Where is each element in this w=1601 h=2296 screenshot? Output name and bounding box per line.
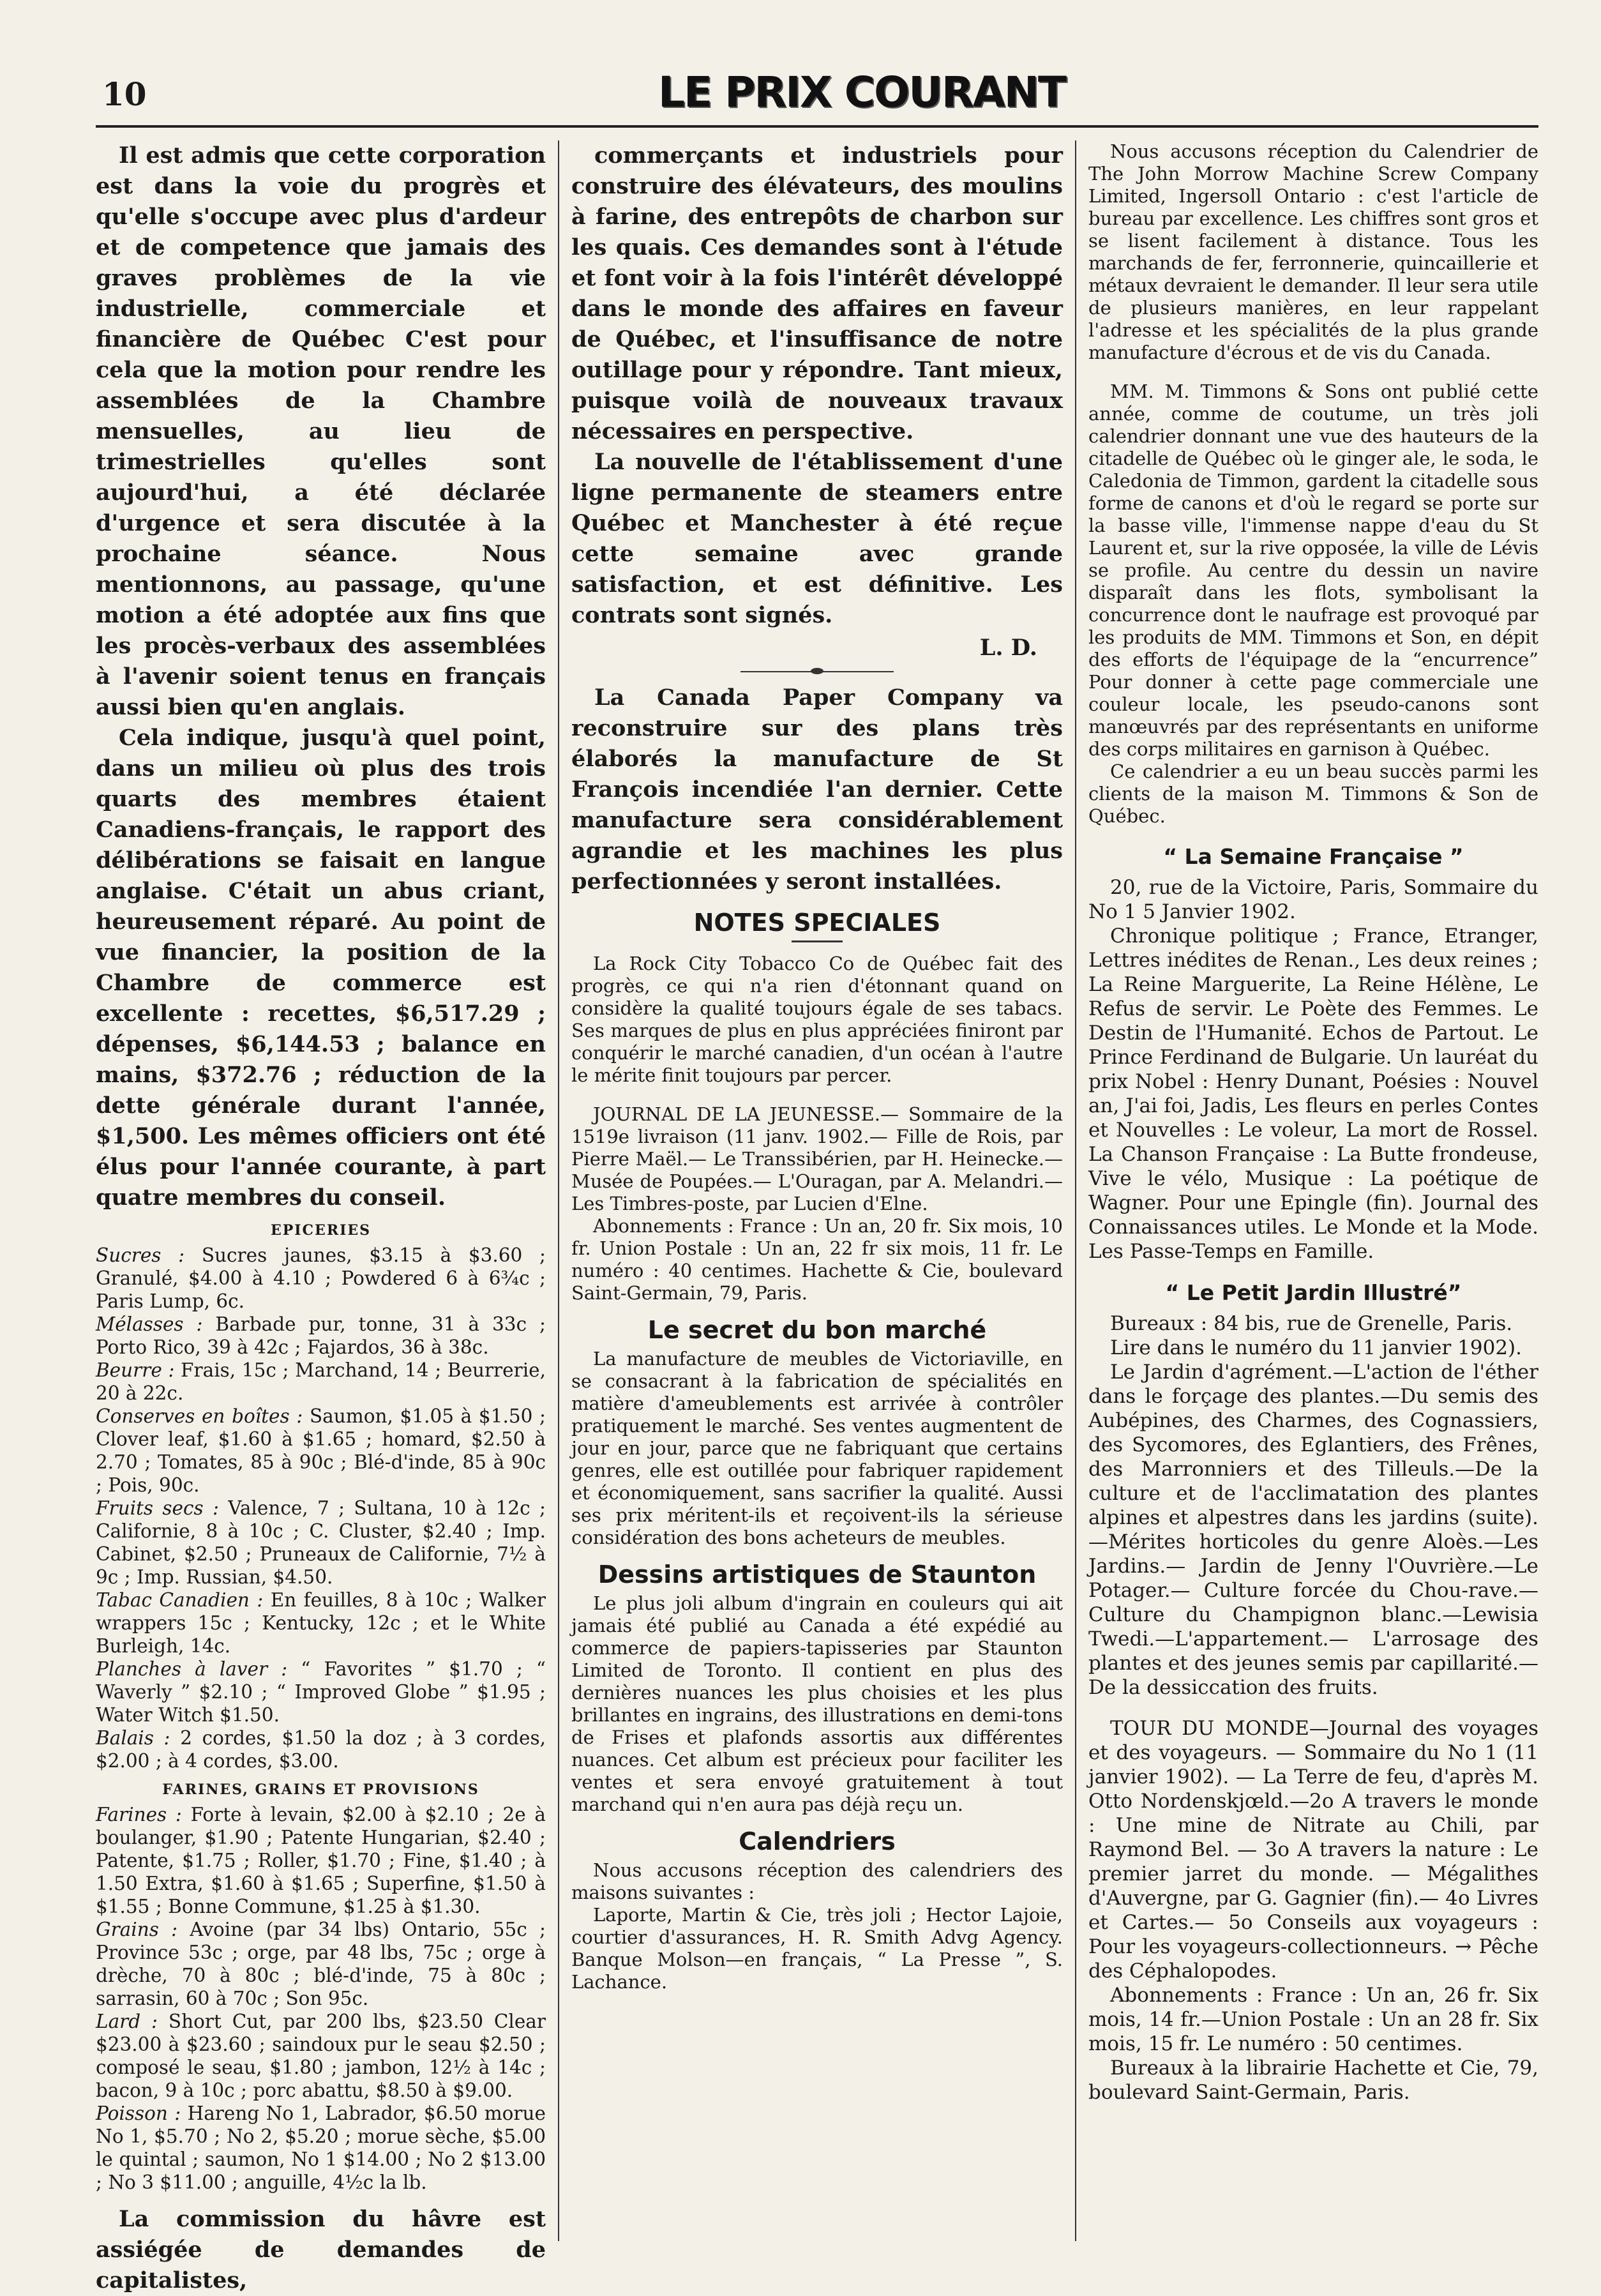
price-entry [96,2010,546,2102]
petit-jardin-issue: Lire dans le numéro du 11 janvier 1902). [1110,1336,1522,1359]
secret-bon-marche-heading: Le secret du bon marché [647,1316,987,1344]
column-divider [1075,140,1076,2241]
tour-du-monde-subscription: Abonnements : France : Un an, 26 fr. Six mois, 14 fr.—Union Postale : Un an 28 fr. Six mois, 15 fr. Le numéro : 50 centimes. [1088,1984,1538,2055]
price-category: Tabac Canadien : [96,1589,264,1611]
page-header [96,64,1538,128]
masthead [651,64,1072,120]
price-category: Fruits secs : [96,1497,219,1519]
price-details: Forte à levain, $2.00 à $2.10 ; 2e à boulanger, $1.90 ; Patente Hungarian, $2.40 ; Patente, $1.75 ; Roller, $1.70 ; Fine, $1.40 ; à 1.50 Extra, $1.60 à $1.65 ; Superfine, $1.50 à $1.55 ; Bonne Commune, $1.25 à $1.30. [96,1804,546,1917]
price-details: 2 cordes, $1.50 la doz ; à 3 cordes, $2.00 ; à 4 cordes, $3.00. [96,1727,546,1772]
calendriers-heading: Calendriers [739,1827,896,1855]
canada-paper-paragraph: La Canada Paper Company va reconstruire sur des plans très élaborés la manufacture de St François incendiée l'an dernier. Cette manufacture sera considérablement agrandie et les machines les plus perfectionnées y seront installées. [571,684,1063,895]
semaine-francaise-contents: Chronique politique ; France, Etranger, Lettres inédites de Renan., Les deux reines ; La Reine Marguerite, La Reine Hélène, Le Refus de servir. Le Poète des Femmes. Le Destin de l'Humanité. Echos de Partout. Le Prince Ferdinand de Bulgarie. Un lauréat du prix Nobel : Henry Dunant, Poésies : Nouvel an, J'ai foi, Jadis, Les fleurs en perles Contes et Nouvelles : Le voleur, La mort de Rossel. La Chanson Française : La Butte frondeuse, Vive le vélo, Musique : La poétique de Wagner. Pour une Epingle (fin). Journal des Connaissances utiles. Le Monde et la Mode. Les Passe-Temps en Famille. [1088,925,1538,1263]
petit-jardin-contents: Le Jardin d'agrément.—L'action de l'éther dans le forçage des plantes.—Du semis des Aubépines, des Charmes, des Cognassiers, des Sycomores, des Eglantiers, des Frênes, des Marronniers et des Tilleuls.—De la culture et de l'acclimatation des plantes alpines et alpestres dans les jardins (suite).—Mérites horticoles du genre Aloès.—Les Jardins.— Jardin de Jenny l'Ouvrière.—Le Potager.— Culture forcée du Chou-rave.—Culture du Champignon blanc.—Lewisia Twedi.—L'appartement.— L'arrosage des plantes et des jeunes semis par capillarité.—De la dessiccation des fruits. [1088,1361,1538,1699]
calendriers-intro: Nous accusons réception des calendriers des maisons suivantes : [571,1859,1063,1903]
price-details: Saumon, $1.05 à $1.50 ; Clover leaf, $1.60 à $1.65 ; homard, $2.50 à 2.70 ; Tomates, 85 à 90c ; Blé-d'inde, 85 à 90c ; Pois, 90c. [96,1405,546,1496]
calendriers-list: Laporte, Martin & Cie, très joli ; Hector Lajoie, courtier d'assurances, H. R. Smith Advg Agency. Banque Molson—en français, “ La Presse ”, S. Lachance. [571,1904,1063,1993]
price-category: Poisson : [96,2103,181,2124]
ornament-divider [740,671,894,672]
chamber-commerce-paragraph: Cela indique, jusqu'à quel point, dans un milieu où plus des trois quarts des membres étaient Canadiens-français, le rapport des délibérations se faisait en langue anglaise. C'était un abus criant, heureusement réparé. Au point de vue financier, la position de la Chambre de commerce est excellente : recettes, $6,517.29 ; dépenses, $6,144.53 ; balance en mains, $372.76 ; réduction de la dette générale durant l'année, $1,500. Les mêmes officiers ont été élus pour l'année courante, à part quatre membres du conseil. [96,725,546,1211]
dessins-staunton-text: Le plus joli album d'ingrain en couleurs qui ait jamais été publié au Canada a été expédié au commerce de papiers-tapisseries par Staunton Limited de Toronto. Il contient en plus des dernières nuances les plus choisies et les plus brillantes en ingrains, des illustrations en demi-tons de Frises et plafonds assortis aux différentes nuances. Cet album est précieux pour faciliter les ventes et sera envoyé gratuitement à tout marchand qui n'en aura pas déjà reçu un. [571,1592,1063,1815]
masthead-logo-text: LE PRIX COURANT [658,67,1066,117]
price-category: Sucres : [96,1244,185,1266]
price-entry [96,1313,546,1359]
header-rule [96,125,1538,128]
price-details: “ Favorites ” $1.70 ; “ Waverly ” $2.10 ; “ Improved Globe ” $1.95 ; Water Witch $1.50. [96,1658,546,1726]
journal-jeunesse-note: JOURNAL DE LA JEUNESSE.— Sommaire de la 1519e livraison (11 janv. 1902.— Fille de Rois, par Pierre Maël.— Le Transsibérien, par H. Heinecke.— Musée de Poupées.— L'Ouragan, par A. Melandri.— Les Timbres-poste, par Lucien d'Elne. [571,1103,1063,1214]
semaine-francaise-heading: “ La Semaine Française ” [1163,844,1464,869]
price-details: Barbade pur, tonne, 31 à 33c ; Porto Rico, 39 à 42c ; Fajardos, 36 à 38c. [96,1313,546,1358]
price-entry [96,1918,546,2010]
price-entry [96,1726,546,1772]
harbour-commission-paragraph: La commission du hâvre est assiégée de demandes de capitalistes, [96,2206,546,2293]
price-category: Grains : [96,1919,178,1940]
epiceries-list [96,1244,546,1772]
price-category: Balais : [96,1727,170,1749]
notes-speciales-heading: NOTES SPECIALES [693,909,941,937]
column-divider [558,140,559,2241]
farines-list [96,1803,546,2194]
price-category: Planches à laver : [96,1658,288,1680]
timmons-success-note: Ce calendrier a eu un beau succès parmi les clients de la maison M. Timmons & Son de Québec. [1088,760,1538,827]
price-details: En feuilles, 8 à 10c ; Walker wrappers 15c ; Kentucky, 12c ; et le White Burleigh, 14c. [96,1589,546,1657]
price-entry [96,1497,546,1589]
chamber-commerce-paragraph: Il est admis que cette corporation est dans la voie du progrès et qu'elle s'occupe avec plus d'ardeur et de competence que jamais des graves problèmes de la vie industrielle, commerciale et financière de Québec C'est pour cela que la motion pour rendre les assemblées de la Chambre mensuelles, au lieu de trimestrielles qu'elles sont aujourd'hui, a été déclarée d'urgence et sera discutée à la prochaine séance. Nous mentionnons, au passage, qu'une motion a été adoptée aux fins que les procès-verbaux des assemblées à l'avenir soient tenus en français aussi bien qu'en anglais. [96,142,546,720]
morrow-calendar-note: Nous accusons réception du Calendrier de The John Morrow Machine Screw Company Limited, Ingersoll Ontario : c'est l'article de bureau par excellence. Les chiffres sont gros et se lisent facilement à distance. Tous les marchands de fer, ferronnerie, quincaillerie et métaux devraient le demander. Il leur sera utile de plusieurs manières, en leur rappelant l'adresse et les spécialités de la plus grande manufacture d'écrous et de vis du Canada. [1088,140,1538,363]
price-details: Frais, 15c ; Marchand, 14 ; Beurrerie, 20 à 22c. [96,1359,546,1404]
epiceries-heading: EPICERIES [270,1222,372,1239]
price-category: Lard : [96,2011,158,2032]
price-details: Avoine (par 34 lbs) Ontario, 55c ; Province 53c ; orge, par 48 lbs, 75c ; orge à drèche, 70 à 80c ; blé-d'inde, 75 à 80c ; sarrasin, 60 à 70c ; Son 95c. [96,1919,546,2009]
secret-bon-marche-text: La manufacture de meubles de Victoriaville, en se consacrant à la fabrication de spécialités en matière d'ameublements est arrivée à contrôler pratiquement le marché. Ses ventes augmentent de jour en jour, parce que ne fabriquant que certains genres, elle est outillée pour fabriquer rapidement et économiquement, sans sacrifier la qualité. Aussi ses prix méritent-ils et reçoivent-ils la sérieuse considération des bons acheteurs de meubles. [571,1348,1063,1548]
dessins-staunton-heading: Dessins artistiques de Staunton [598,1560,1037,1589]
rock-city-note: La Rock City Tobacco Co de Québec fait des progrès, ce qui n'a rien d'étonnant quand on considère la qualité toujours égale de ses tabacs. Ses marques de plus en plus appréciées finiront par conquérir le marché canadien, d'un océan à l'autre le mérite finit toujours par percer. [571,953,1063,1086]
price-entry [96,1359,546,1405]
price-entry [96,1803,546,1918]
tour-du-monde-office: Bureaux à la librairie Hachette et Cie, 79, boulevard Saint-Germain, Paris. [1088,2057,1538,2104]
farines-heading: FARINES, GRAINS ET PROVISIONS [162,1781,479,1798]
petit-jardin-address: Bureaux : 84 bis, rue de Grenelle, Paris. [1110,1312,1513,1335]
price-category: Mélasses : [96,1313,203,1335]
column-2 [571,140,1063,2241]
price-details: Short Cut, par 200 lbs, $23.50 Clear $23.00 à $23.60 ; saindoux pur le seau $2.50 ; composé le seau, $1.80 ; jambon, 12½ à 14c ; bacon, 9 à 10c ; porc abattu, $8.50 à $9.00. [96,2011,546,2101]
steamers-paragraph: La nouvelle de l'établissement d'une ligne permanente de steamers entre Québec et Manchester à été reçue cette semaine avec grande satisfaction, et est définitive. Les contrats sont signés. [571,449,1063,628]
tour-du-monde-contents: TOUR DU MONDE—Journal des voyages et des voyageurs. — Sommaire du No 1 (11 janvier 1902). — La Terre de feu, d'après M. Otto Nordenskjœld.—2o A travers le monde : Une mine de Nitrate au Chili, par Raymond Bel. — 3o A travers la nature : Le premier jarret du monde. — Mégalithes d'Auvergne, par G. Gagnier (fin).— 4o Livres et Cartes.— 5o Conseils aux voyageurs : Pour les voyageurs-collectionneurs. → Pêche des Céphalopodes. [1088,1717,1538,1983]
price-details: Valence, 7 ; Sultana, 10 à 12c ; Californie, 8 à 10c ; C. Cluster, $2.40 ; Imp. Cabinet, $2.50 ; Pruneaux de Californie, 7½ à 9c ; Imp. Russian, $4.50. [96,1497,546,1588]
author-signature: L. D. [979,635,1037,661]
price-entry [96,1405,546,1497]
price-category: Farines : [96,1804,182,1825]
semaine-francaise-address: 20, rue de la Victoire, Paris, Sommaire du No 1 5 Janvier 1902. [1088,876,1538,923]
article-columns [96,140,1538,2293]
price-entry [96,2102,546,2194]
price-category: Beurre : [96,1359,175,1381]
price-entry [96,1589,546,1658]
price-details: Sucres jaunes, $3.15 à $3.60 ; Granulé, $4.00 à 4.10 ; Powdered 6 à 6¾c ; Paris Lump, 6c. [96,1244,546,1312]
heading-rule [792,940,843,942]
journal-subscription-note: Abonnements : France : Un an, 20 fr. Six mois, 10 fr. Union Postale : Un an, 22 fr six mois, 11 fr. Le numéro : 40 centimes. Hachette & Cie, boulevard Saint-Germain, 79, Paris. [571,1215,1063,1304]
price-entry [96,1658,546,1726]
price-details: Hareng No 1, Labrador, $6.50 morue No 1, $5.70 ; No 2, $5.20 ; morue sèche, $5.00 le quintal ; saumon, No 1 $14.00 ; No 2 $13.00 ; No 3 $11.00 ; anguille, 4½c la lb. [96,2103,546,2193]
petit-jardin-heading: “ Le Petit Jardin Illustré” [1165,1280,1462,1305]
price-entry [96,1244,546,1313]
timmons-calendar-note: MM. M. Timmons & Sons ont publié cette année, comme de coutume, un très joli calendrier donnant une vue des hauteurs de la citadelle de Québec où le ginger ale, le soda, le Caledonia de Timmon, gardent la citadelle sous forme de canons et d'où le regard se porte sur la basse ville, l'immense nappe d'eau du St Laurent et, sur la rive opposée, la ville de Lévis se profile. Au centre du dessin un navire disparaît dans les flots, symbolisant la concurrence dont le naufrage est provoqué par les produits de MM. Timmons et Son, en dépit des efforts de l'équipage de la “encurrence” Pour donner à cette page commerciale une couleur locale, les pseudo-canons sont manœuvrés par des représentants en uniforme des corps militaires en garnison à Québec. [1088,381,1538,760]
column-3 [1088,140,1538,2241]
page-number: 10 [102,75,147,113]
harbour-paragraph-continued: commerçants et industriels pour construire des élévateurs, des moulins à farine, des entrepôts de charbon sur les quais. Ces demandes sont à l'étude et font voir à la fois l'intérêt développé dans le monde des affaires en faveur de Québec, et l'insuffisance de notre outillage pour y répondre. Tant mieux, puisque voilà de nouveaux travaux nécessaires en perspective. [571,142,1063,444]
column-1 [96,140,546,2293]
price-category: Conserves en boîtes : [96,1405,303,1427]
